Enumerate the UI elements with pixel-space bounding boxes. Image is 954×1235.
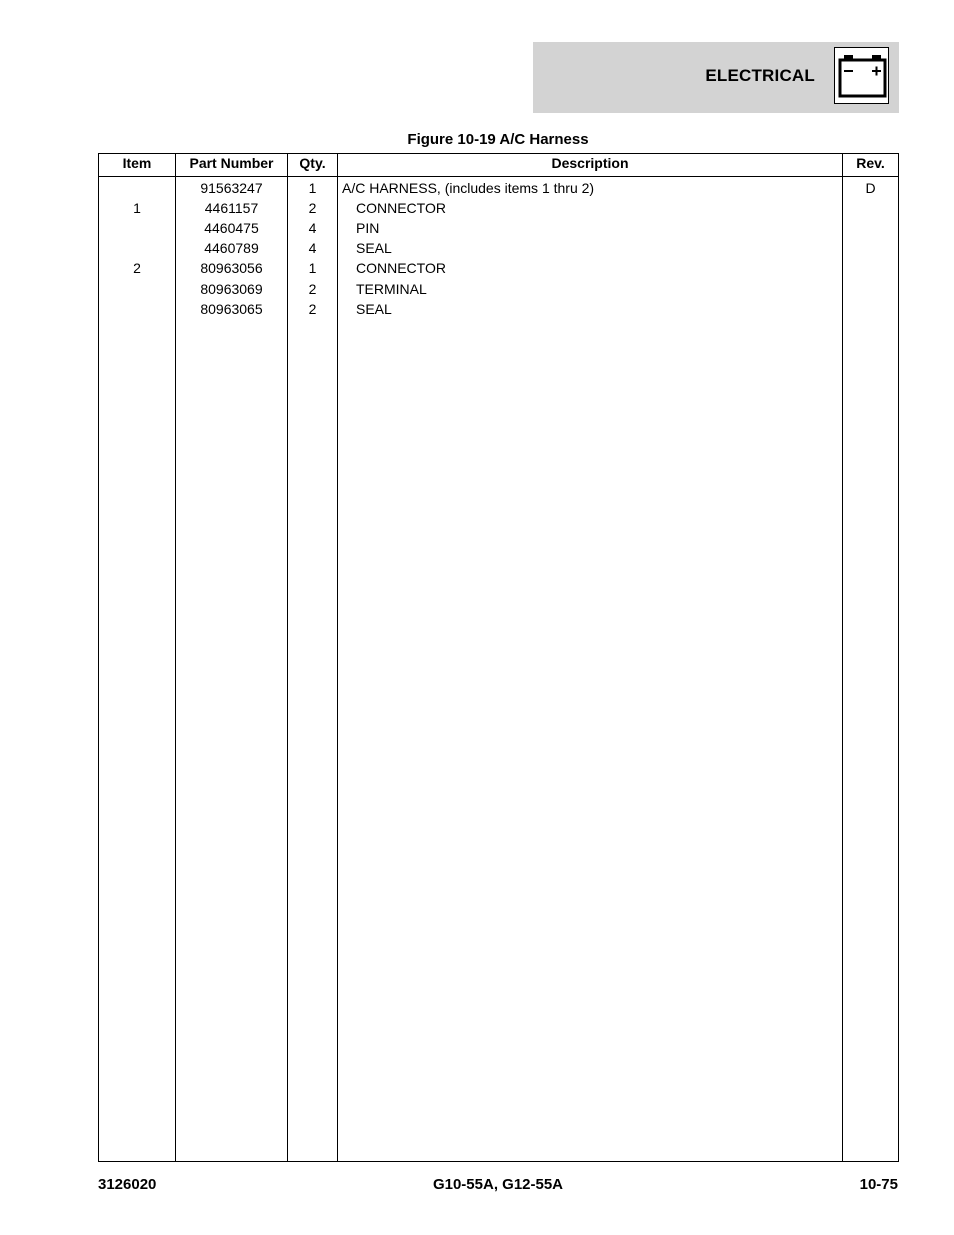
- page-number: 10-75: [859, 1176, 898, 1193]
- section-title: ELECTRICAL: [705, 66, 815, 85]
- column-header-part-number: Part Number: [189, 155, 274, 171]
- part-number-cell: 80963069: [200, 280, 263, 297]
- rev-cell: D: [865, 180, 876, 196]
- part-number-cell: 80963065: [200, 300, 263, 317]
- figure-title: Figure 10-19 A/C Harness: [407, 131, 589, 148]
- item-cell: [99, 238, 175, 258]
- column-header-description: Description: [551, 155, 629, 171]
- document-number: 3126020: [98, 1176, 157, 1193]
- rev-cell: [843, 218, 898, 238]
- item-cell: [99, 178, 175, 198]
- item-cell: [99, 279, 175, 299]
- rev-cell: [843, 299, 898, 319]
- qty-cell: 1: [308, 260, 317, 277]
- qty-cell: 1: [308, 180, 317, 196]
- part-number-cell: 91563247: [200, 180, 263, 196]
- rev-cell: [843, 279, 898, 299]
- qty-cell: 2: [308, 200, 317, 217]
- qty-cell: 2: [308, 280, 317, 297]
- rev-cell: [843, 198, 898, 218]
- item-cell: 1: [133, 200, 141, 217]
- table-row: [99, 238, 898, 258]
- header-divider: [99, 176, 898, 177]
- description-cell: A/C HARNESS, (includes items 1 thru 2): [342, 180, 595, 196]
- parts-table: [98, 153, 899, 1162]
- table-row: [99, 198, 898, 218]
- qty-cell: 4: [308, 240, 317, 257]
- model-numbers: G10-55A, G12-55A: [432, 1176, 564, 1193]
- table-row: [99, 258, 898, 278]
- section-header: [533, 42, 899, 113]
- column-header-rev: Rev.: [856, 155, 885, 171]
- table-row: [99, 299, 898, 319]
- column-header-qty: Qty.: [299, 155, 326, 171]
- description-cell: CONNECTOR: [356, 260, 446, 277]
- table-row: [99, 218, 898, 238]
- rev-cell: [843, 238, 898, 258]
- description-cell: CONNECTOR: [356, 200, 446, 217]
- part-number-cell: 80963056: [200, 260, 263, 277]
- qty-cell: 2: [308, 300, 317, 317]
- part-number-cell: 4460789: [204, 240, 259, 257]
- rev-cell: [843, 258, 898, 278]
- item-cell: [99, 299, 175, 319]
- part-number-cell: 4460475: [204, 220, 259, 237]
- part-number-cell: 4461157: [204, 200, 259, 217]
- table-row: [99, 279, 898, 299]
- table-row: [99, 178, 898, 198]
- column-header-item: Item: [122, 155, 152, 171]
- description-cell: SEAL: [356, 240, 392, 257]
- description-cell: PIN: [356, 220, 380, 237]
- battery-icon: [834, 47, 889, 104]
- qty-cell: 4: [308, 220, 317, 237]
- description-cell: SEAL: [356, 300, 392, 317]
- item-cell: [99, 218, 175, 238]
- description-cell: TERMINAL: [356, 280, 427, 297]
- item-cell: 2: [133, 260, 141, 277]
